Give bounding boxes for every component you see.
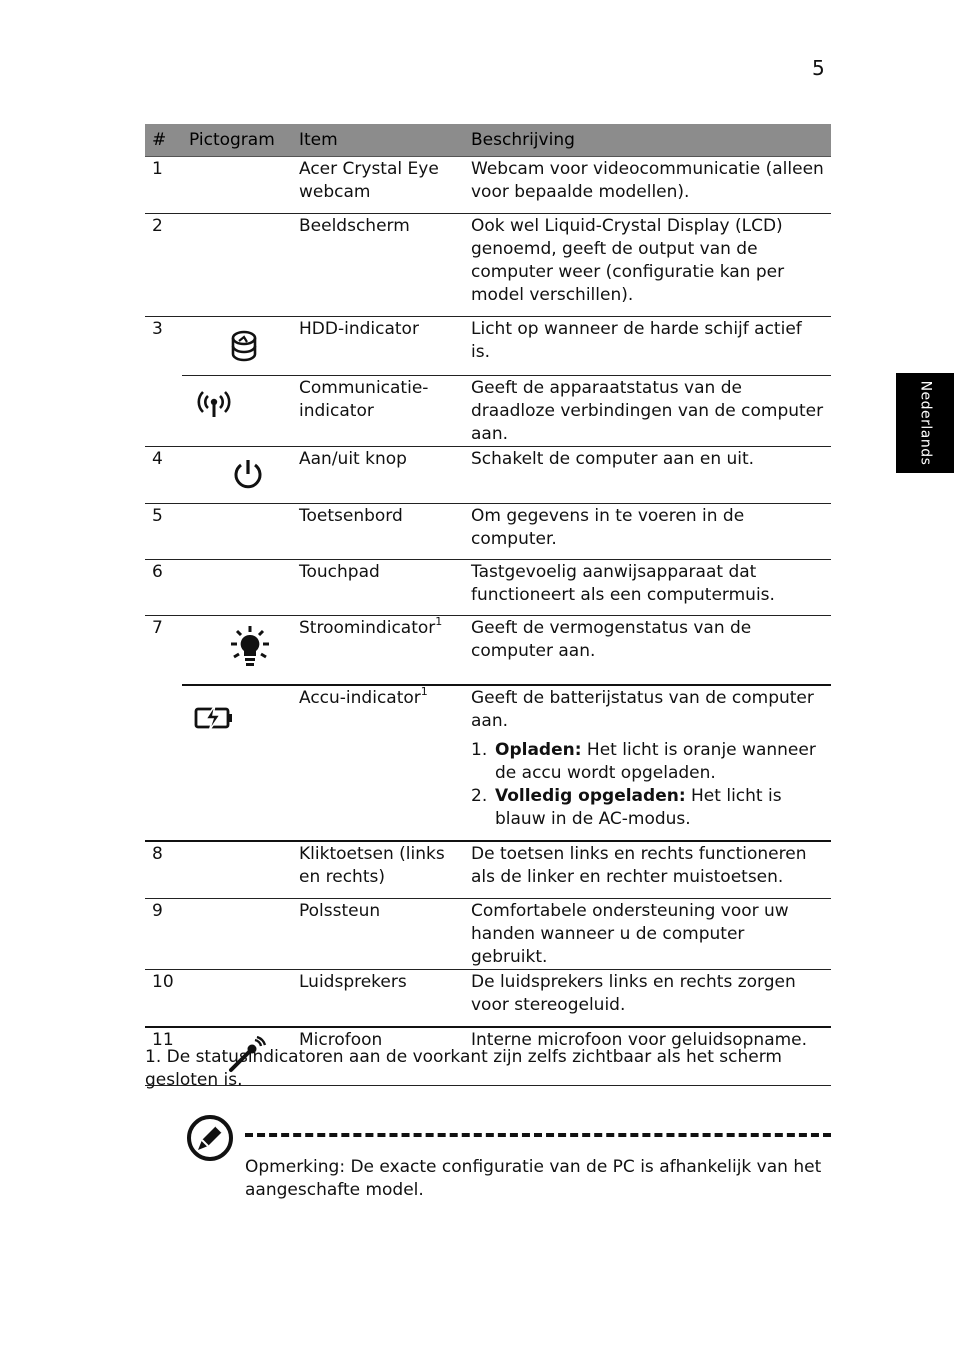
row-description: De luidsprekers links en rechts zorgen voor stereogeluid.: [464, 970, 831, 1028]
language-side-tab-label: Nederlands: [917, 380, 934, 466]
hdd-icon: [229, 329, 259, 363]
note-divider: [245, 1133, 831, 1137]
row-icon-empty: [182, 214, 292, 317]
row-number: 6: [145, 560, 182, 616]
row-icon: [182, 317, 292, 376]
row-number: 5: [145, 504, 182, 560]
row-icon: [182, 376, 292, 447]
row-icon: [182, 685, 292, 841]
page-number: 5: [812, 56, 825, 80]
footnote: 1. De statusindicatoren aan de voorkant zijn zelfs zichtbaar als het scherm gesloten is.: [145, 1047, 782, 1090]
table-row: [145, 376, 831, 447]
power-icon: [232, 457, 264, 491]
row-item-text: Accu-indicator: [299, 688, 421, 708]
row-number: 1: [145, 157, 182, 214]
list-number: 1.: [471, 740, 488, 760]
table-header-row: [145, 124, 831, 157]
row-description: Om gegevens in te voeren in de computer.: [464, 504, 831, 560]
row-description: Webcam voor videocommunicatie (alleen voor bepaalde modellen).: [464, 157, 831, 214]
battery-icon: [194, 704, 234, 732]
row-item: Luidsprekers: [292, 970, 464, 1028]
note-text: De exacte configuratie van de PC is afhankelijk van het aangeschafte model.: [245, 1157, 822, 1200]
row-icon: [182, 447, 292, 504]
row-description: Interne microfoon voor geluidsopname.: [464, 1027, 831, 1086]
table-row: [145, 841, 831, 899]
row-item: [292, 616, 464, 686]
note: [245, 1156, 831, 1202]
row-number: 2: [145, 214, 182, 317]
row-description: De toetsen links en rechts functioneren als de linker en rechter muistoetsen.: [464, 841, 831, 899]
wireless-icon: [194, 388, 234, 422]
row-icon-empty: [182, 841, 292, 899]
header-pictogram: Pictogram: [182, 124, 292, 157]
row-number: 7: [145, 616, 182, 842]
row-description: Ook wel Liquid-Crystal Display (LCD) genoemd, geeft de output van de computer weer (configuratie kan per model verschillen).: [464, 214, 831, 317]
list-term: Opladen:: [495, 740, 582, 760]
row-icon-empty: [182, 970, 292, 1028]
row-number: 9: [145, 899, 182, 970]
footnote-marker: 1: [420, 685, 428, 698]
row-icon: [182, 616, 292, 686]
header-description: Beschrijving: [464, 124, 831, 157]
row-number: 8: [145, 841, 182, 899]
header-number: #: [145, 124, 182, 157]
row-item: Communicatie-indicator: [292, 376, 464, 447]
note-label: Opmerking:: [245, 1157, 346, 1177]
table-row: [145, 970, 831, 1028]
row-item: Touchpad: [292, 560, 464, 616]
row-description: [464, 685, 831, 841]
row-item-text: Stroomindicator: [299, 618, 436, 638]
table-row: [145, 560, 831, 616]
row-number: 4: [145, 447, 182, 504]
table-row: [145, 447, 831, 504]
row-description: Geeft de apparaatstatus van de draadloze verbindingen van de computer aan.: [464, 376, 831, 447]
component-table: [145, 124, 831, 1086]
row-description: Schakelt de computer aan en uit.: [464, 447, 831, 504]
list-desc: Het licht is blauw in de AC-modus.: [495, 786, 782, 829]
row-item: Microfoon: [292, 1027, 464, 1086]
list-text: [495, 739, 824, 785]
table-row: [145, 685, 831, 841]
row-number: 10: [145, 970, 182, 1028]
list-number: 2.: [471, 786, 488, 806]
row-item: Polssteun: [292, 899, 464, 970]
header-item: Item: [292, 124, 464, 157]
power-light-icon: [228, 625, 272, 673]
list-desc: Het licht is oranje wanneer de accu wordt opgeladen.: [495, 740, 816, 783]
row-number: 3: [145, 317, 182, 447]
row-description: Geeft de vermogenstatus van de computer aan.: [471, 618, 752, 661]
row-item: Beeldscherm: [292, 214, 464, 317]
table-row: [145, 504, 831, 560]
row-description: Comfortabele ondersteuning voor uw handen wanneer u de computer gebruikt.: [464, 899, 831, 970]
table-row: [145, 317, 831, 376]
row-icon-empty: [182, 899, 292, 970]
list-text: [495, 785, 824, 831]
row-icon-empty: [182, 157, 292, 214]
row-description: Tastgevoelig aanwijsapparaat dat functioneert als een computermuis.: [464, 560, 831, 616]
row-item: Aan/uit knop: [292, 447, 464, 504]
row-item: HDD-indicator: [299, 319, 419, 339]
table-row: [145, 157, 831, 214]
row-item: [292, 685, 464, 841]
table-row: [145, 214, 831, 317]
table-row: [145, 616, 831, 686]
row-icon-empty: [182, 560, 292, 616]
row-item: Acer Crystal Eye webcam: [292, 157, 464, 214]
row-icon-empty: [182, 504, 292, 560]
footnote-marker: 1: [435, 615, 443, 628]
row-number: 11: [145, 1027, 182, 1086]
row-item: Toetsenbord: [292, 504, 464, 560]
row-item: Kliktoetsen (links en rechts): [292, 841, 464, 899]
list-term: Volledig opgeladen:: [495, 786, 686, 806]
note-pen-icon: [186, 1114, 234, 1162]
row-description-text: Geeft de batterijstatus van de computer aan.: [471, 688, 814, 731]
language-side-tab: [896, 373, 954, 473]
row-description: Licht op wanneer de harde schijf actief is.: [471, 319, 802, 362]
list-item: [471, 739, 824, 785]
table-row: [145, 899, 831, 970]
list-item: [471, 785, 824, 831]
